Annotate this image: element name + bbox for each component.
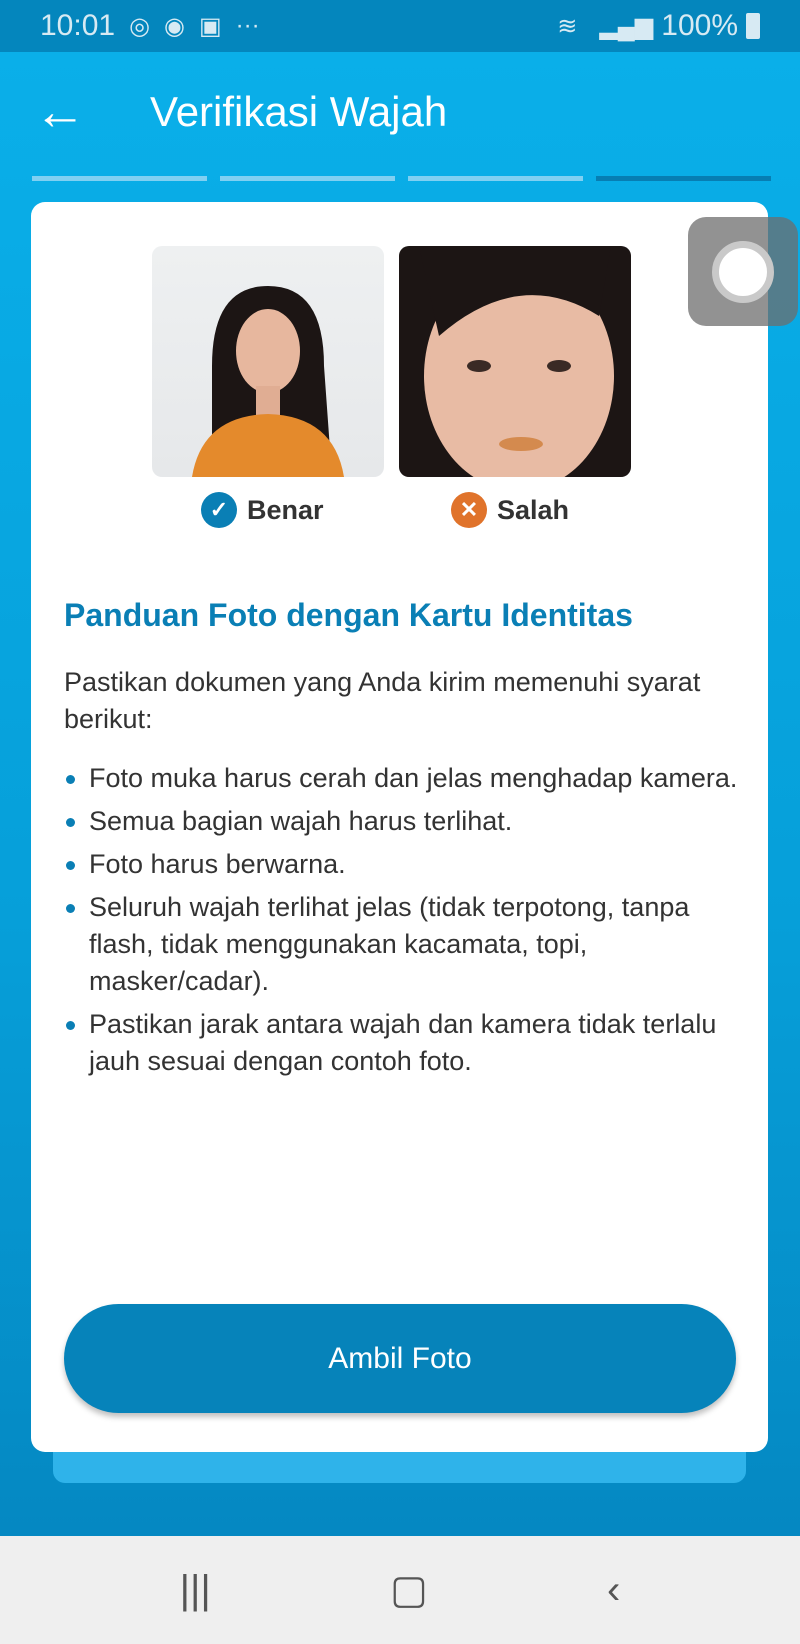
take-photo-button[interactable]: Ambil Foto [64, 1304, 736, 1413]
home-icon[interactable]: ▢ [390, 1568, 428, 1612]
list-item: Pastikan jarak antara wajah dan kamera tidak terlalu jauh sesuai dengan contoh foto. [64, 1006, 744, 1080]
battery-level: 100% [661, 9, 738, 42]
back-arrow-icon[interactable]: ← [34, 83, 86, 141]
owl-icon: ▣ [198, 12, 222, 40]
list-item: Foto harus berwarna. [64, 846, 744, 883]
wifi-icon: ≋ [557, 12, 578, 40]
step-2 [220, 176, 395, 181]
step-3 [408, 176, 583, 181]
status-bar [0, 0, 800, 52]
floating-assistive-button[interactable] [688, 217, 798, 326]
list-item: Seluruh wajah terlihat jelas (tidak terpotong, tanpa flash, tidak menggunakan kacamata, topi, masker/cadar). [64, 889, 744, 1000]
assistive-circle-icon [712, 241, 774, 303]
signal-icon: ▂▄▆ [599, 12, 654, 40]
page-title: Verifikasi Wajah [150, 88, 448, 135]
step-4 [596, 176, 771, 181]
wrong-text: Salah [497, 494, 570, 525]
wrong-example-photo [399, 246, 631, 477]
guide-list [64, 760, 744, 1086]
system-nav-bar [0, 1536, 800, 1644]
list-item: Foto muka harus cerah dan jelas menghadap kamera. [64, 760, 744, 797]
list-item: Semua bagian wajah harus terlihat. [64, 803, 744, 840]
more-icon: ··· [235, 12, 260, 39]
app-icon: ◉ [164, 12, 185, 40]
guide-card [31, 202, 768, 1452]
aperture-icon: ◎ [129, 12, 151, 40]
check-icon: ✓ [201, 492, 237, 528]
app-header [0, 62, 800, 162]
guide-title: Panduan Foto dengan Kartu Identitas [64, 597, 633, 633]
guide-intro: Pastikan dokumen yang Anda kirim memenuhi syarat berikut: [64, 667, 701, 734]
status-time: 10:01 [40, 9, 116, 42]
battery-icon [746, 13, 760, 39]
back-icon[interactable]: ‹ [607, 1567, 621, 1612]
recent-apps-icon[interactable]: ||| [179, 1567, 211, 1612]
correct-label [201, 492, 324, 528]
x-icon: ✕ [451, 492, 487, 528]
correct-text: Benar [247, 494, 324, 525]
step-progress [32, 176, 771, 181]
correct-example-photo [152, 246, 384, 477]
step-1 [32, 176, 207, 181]
wrong-label [451, 492, 569, 528]
